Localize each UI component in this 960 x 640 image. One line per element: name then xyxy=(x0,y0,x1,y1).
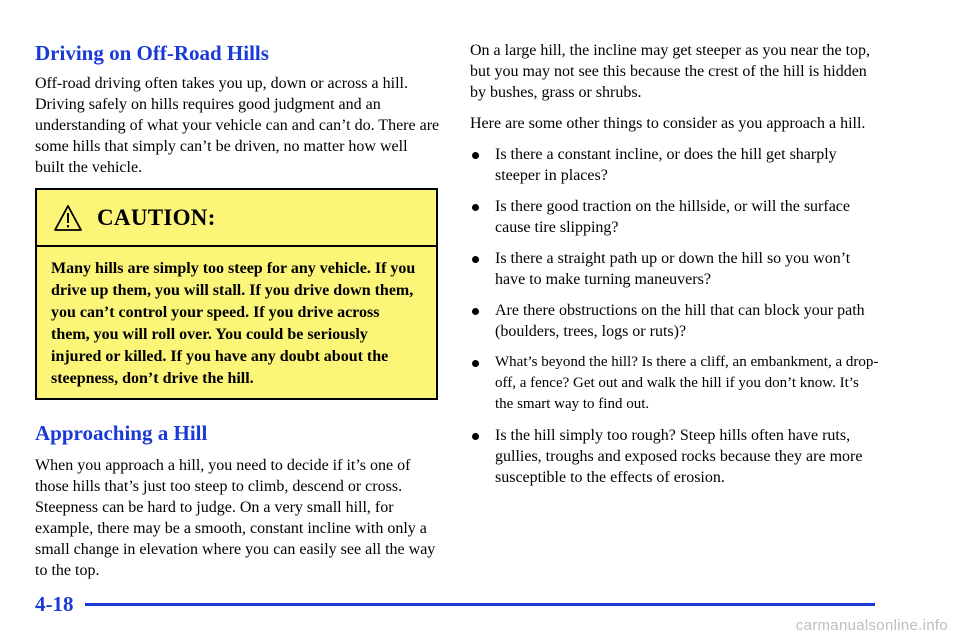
warning-triangle-icon xyxy=(53,204,83,232)
caution-title: CAUTION: xyxy=(97,204,216,230)
list-item: Is there a constant incline, or does the hill get sharply steeper in places? xyxy=(470,144,880,186)
list-item: Is there good traction on the hillside, or will the surface cause tire slipping? xyxy=(470,196,880,238)
consider-paragraph: Here are some other things to consider as you approach a hill. xyxy=(470,115,866,132)
intro-paragraph: Off-road driving often takes you up, down or across a hill. Driving safely on hills requires good judgment and an understanding of what your vehicle can and can’t do. There are some hills that simply can’t be driven, no matter how well built the vehicle. xyxy=(35,75,440,176)
approaching-paragraph: When you approach a hill, you need to decide if it’s one of those hills that’s just too steep to climb, descend or cross. Steepness can be hard to judge. On a very small hill, for example, there may be a smooth, constant incline with only a small change in elevation where you can easily see all the way to the top. xyxy=(35,457,436,579)
caution-box xyxy=(35,188,438,400)
watermark: carmanualsonline.info xyxy=(795,617,948,634)
bullet-icon xyxy=(472,256,479,263)
caution-text: Many hills are simply too steep for any vehicle. If you drive up them, you will stall. If you drive down them, you can’t control your speed. If you drive across them, you will roll over. You could be seriously injured or killed. If you have any doubt about the steepness, don’t drive the hill. xyxy=(51,260,416,387)
right-column xyxy=(470,40,880,498)
list-item: Are there obstructions on the hill that can block your path (boulders, trees, logs or ruts)? xyxy=(470,300,880,342)
large-hill-paragraph: On a large hill, the incline may get steeper as you near the top, but you may not see this because the crest of the hill is hidden by bushes, grass or shrubs. xyxy=(470,42,871,101)
list-item: What’s beyond the hill? Is there a cliff, an embankment, a drop-off, a fence? Get out and walk the hill if you don’t know. It’s the smart way to find out. xyxy=(470,352,880,415)
bullet-icon xyxy=(472,360,479,367)
list-item: Is there a straight path up or down the hill so you won’t have to make turning maneuvers? xyxy=(470,248,880,290)
bullet-icon xyxy=(472,308,479,315)
page-number: 4-18 xyxy=(35,592,74,616)
section-heading: Driving on Off-Road Hills xyxy=(35,41,269,65)
left-column xyxy=(35,40,440,178)
list-item: Is the hill simply too rough? Steep hills often have ruts, gullies, troughs and exposed rocks because they are more susceptible to the effects of erosion. xyxy=(470,425,880,488)
consideration-list xyxy=(470,144,880,488)
bullet-icon xyxy=(472,433,479,440)
bullet-icon xyxy=(472,152,479,159)
section-heading-approaching: Approaching a Hill xyxy=(35,421,208,445)
bullet-icon xyxy=(472,204,479,211)
caution-header xyxy=(37,190,436,247)
footer-rule xyxy=(85,603,875,606)
